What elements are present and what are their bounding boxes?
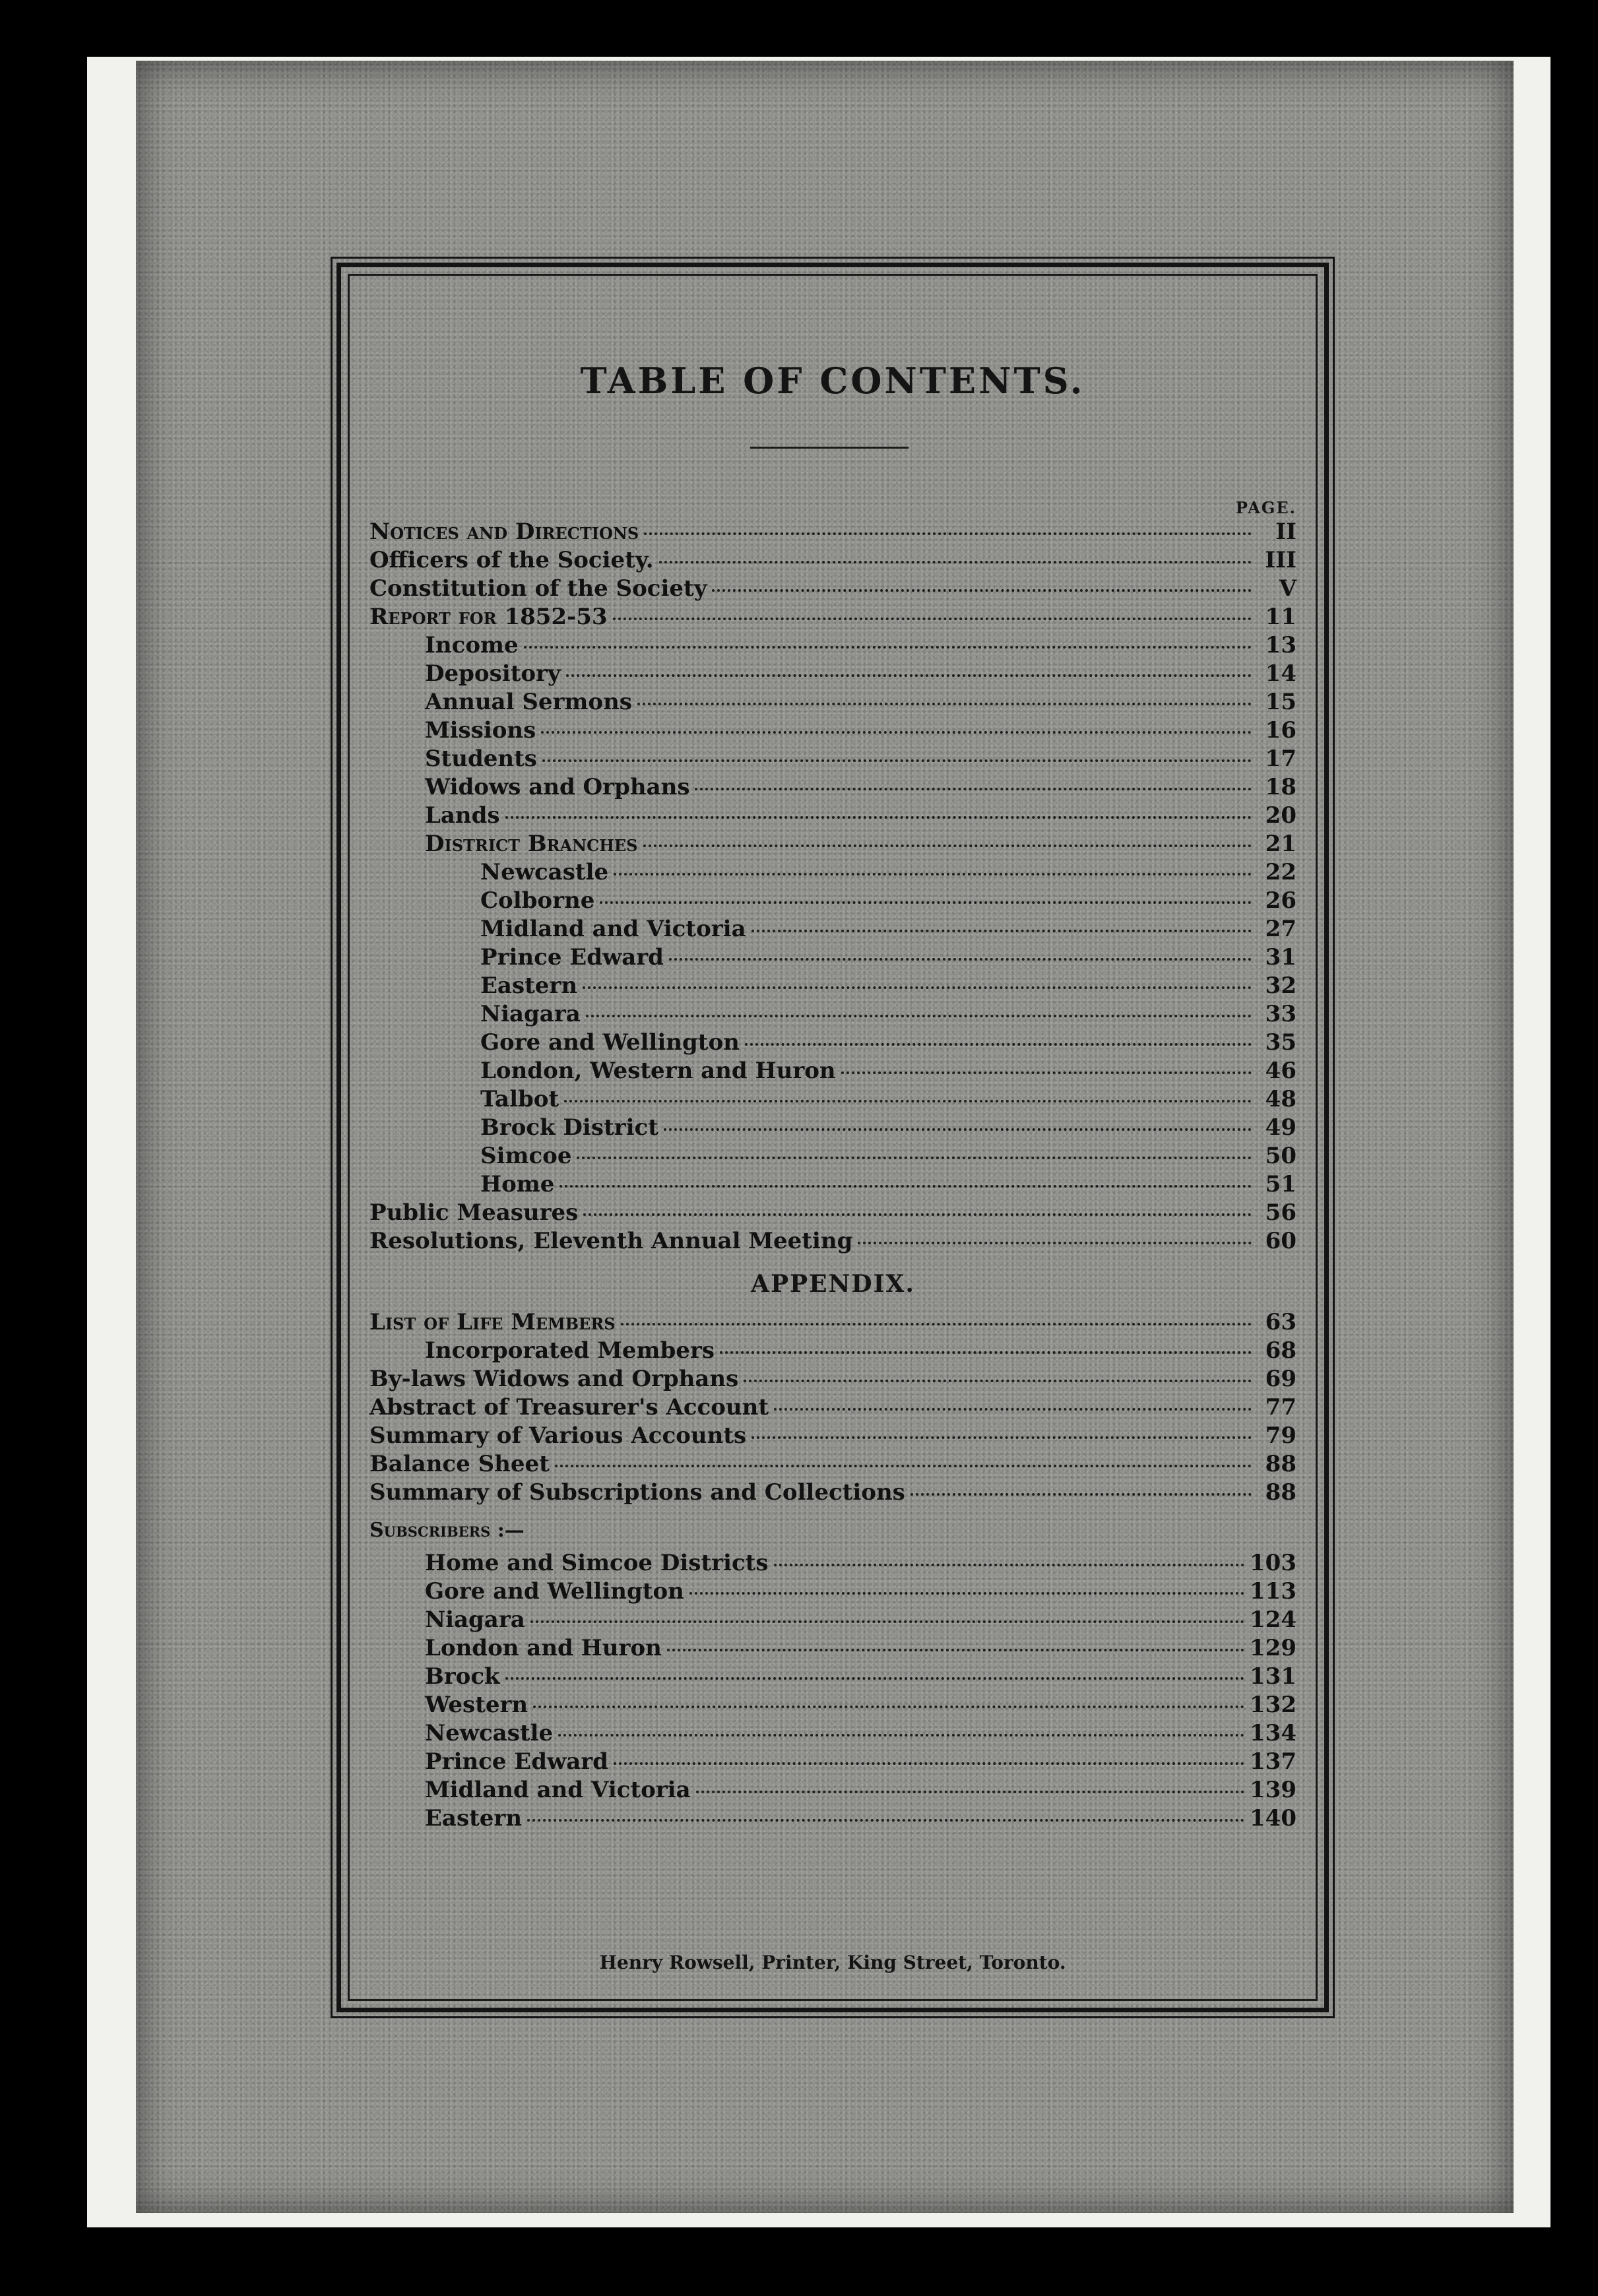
toc-entry-page: 140 [1250,1805,1296,1832]
toc-entry-label: Annual Sermons [425,689,632,715]
toc-entry [369,802,1296,830]
dot-leader [527,1819,1244,1822]
toc-entry-page: 31 [1265,944,1296,971]
toc-entry-label: Report for 1852-53 [369,604,608,630]
toc-entry-label: Balance Sheet [369,1451,550,1477]
toc-entry-page: 21 [1265,831,1296,857]
toc-entry-page: 11 [1265,604,1296,630]
dot-leader [659,561,1252,563]
dot-leader [774,1408,1252,1411]
dot-leader [542,759,1252,762]
dot-leader [696,1791,1244,1793]
toc-entry-label: Brock District [480,1114,658,1141]
toc-entry [369,1422,1296,1450]
toc-entry-label: Constitution of the Society [369,575,707,602]
toc-entry [369,1308,1296,1337]
dot-leader [689,1592,1244,1595]
toc-entry-label: Eastern [425,1805,523,1832]
toc-entry-label: Widows and Orphans [425,774,690,800]
subscribers-list [369,1549,1296,1833]
toc-entry-page: 79 [1265,1422,1296,1449]
ornamental-rule [750,447,909,453]
toc-entry [369,631,1296,660]
dot-leader [577,1157,1252,1159]
printer-imprint: Henry Rowsell, Printer, King Street, Toronto. [599,1952,1066,1973]
toc-entry [369,1029,1296,1057]
toc-entry-page: 60 [1265,1228,1296,1254]
dot-leader [505,816,1252,819]
dot-leader [637,703,1252,705]
toc-entry-label: Brock [425,1663,500,1690]
dot-leader [643,845,1252,847]
toc-entry [369,887,1296,915]
dot-leader [621,1323,1252,1325]
dot-leader [541,731,1252,734]
toc-entry-label: List of Life Members [369,1309,616,1335]
toc-entry-label: Talbot [480,1086,559,1112]
toc-entry-page: 50 [1265,1143,1296,1169]
dot-leader [559,1185,1252,1188]
toc-entry [369,943,1296,972]
toc-entry [369,1578,1296,1606]
toc-entry-page: 103 [1250,1550,1296,1576]
toc-entry [369,1114,1296,1142]
toc-entry-label: Resolutions, Eleventh Annual Meeting [369,1228,853,1254]
toc-entry-page: 26 [1265,887,1296,914]
toc-entry-page: 124 [1250,1607,1296,1633]
dot-leader [566,674,1252,677]
toc-entry-label: Newcastle [480,859,609,885]
toc-entry-label: Home [480,1171,555,1197]
dot-leader [614,873,1252,876]
dot-leader [564,1100,1252,1102]
dot-leader [774,1564,1244,1566]
toc-entry-page: 137 [1250,1748,1296,1775]
toc-entry-label: Depository [425,660,561,687]
toc-entry [369,1634,1296,1663]
toc-entry-page: 18 [1265,774,1296,800]
toc-entry [369,1199,1296,1227]
toc-entry [369,603,1296,631]
dot-leader [858,1242,1252,1244]
toc-entry [369,717,1296,745]
dot-leader [911,1493,1252,1496]
toc-entry-label: Western [425,1692,528,1718]
toc-entry [369,1393,1296,1422]
toc-entry-page: 15 [1265,689,1296,715]
toc-entry [369,546,1296,575]
toc-entry-label: Niagara [480,1001,581,1027]
toc-entry [369,1057,1296,1085]
toc-entry-label: Simcoe [480,1143,572,1169]
toc-entry-label: Summary of Various Accounts [369,1422,747,1449]
toc-entry [369,1000,1296,1029]
toc-entry-page: 88 [1265,1479,1296,1506]
toc-entry-label: By-laws Widows and Orphans [369,1366,739,1392]
dot-leader [751,1436,1252,1439]
dot-leader [664,1128,1252,1131]
dot-leader [600,901,1252,904]
toc-entry [369,518,1296,546]
dot-leader [524,646,1252,649]
toc-entry-page: 48 [1265,1086,1296,1112]
toc-entry-page: 35 [1265,1029,1296,1056]
toc-entry-page: 56 [1265,1199,1296,1226]
dot-leader [613,618,1252,620]
toc-entry-page: 77 [1265,1394,1296,1420]
toc-entry-page: 22 [1265,859,1296,885]
dot-leader [583,986,1252,989]
toc-entry [369,1663,1296,1691]
toc-entry [369,773,1296,802]
toc-entry-label: London and Huron [425,1635,662,1661]
toc-entry-label: Home and Simcoe Districts [425,1550,769,1576]
toc-entry-page: 134 [1250,1720,1296,1746]
toc-entry [369,972,1296,1000]
toc-entry-page: 33 [1265,1001,1296,1027]
toc-entry [369,1719,1296,1748]
dot-leader [533,1706,1244,1708]
toc-entry-label: Newcastle [425,1720,554,1746]
toc-entry [369,1748,1296,1776]
appendix-list [369,1308,1296,1507]
dot-leader [583,1213,1252,1216]
toc-entry-page: 13 [1265,632,1296,658]
toc-entry-page: 51 [1265,1171,1296,1197]
toc-entry-page: 20 [1265,802,1296,829]
toc-entry-label: Midland and Victoria [480,916,746,942]
toc-entry [369,1085,1296,1114]
dot-leader [505,1677,1244,1680]
toc-entry [369,575,1296,603]
page-title: TABLE OF CONTENTS. [580,360,1085,402]
toc-entry [369,1606,1296,1634]
toc-entry-page: 68 [1265,1337,1296,1364]
appendix-heading: APPENDIX. [751,1270,915,1298]
toc-entry-label: Midland and Victoria [425,1777,691,1803]
page-column-label: PAGE. [1235,498,1296,517]
toc-entry-label: Incorporated Members [425,1337,715,1364]
toc-entry-page: 46 [1265,1058,1296,1084]
dot-leader [644,532,1252,535]
toc-entry-label: Officers of the Society. [369,547,654,573]
toc-entry-label: Eastern [480,973,578,999]
toc-entry [369,660,1296,688]
table-of-contents [369,518,1296,1833]
toc-entry [369,1142,1296,1170]
toc-entry-label: Notices and Directions [369,519,639,545]
dot-leader [720,1351,1252,1354]
dot-leader [669,958,1252,961]
dot-leader [695,788,1252,790]
dot-leader [712,589,1252,592]
toc-entry [369,915,1296,943]
toc-entry-label: Summary of Subscriptions and Collections [369,1479,905,1506]
toc-entry [369,1549,1296,1578]
toc-entry-page: 49 [1265,1114,1296,1141]
toc-entry [369,1479,1296,1507]
toc-entry-label: Lands [425,802,500,829]
toc-entry-page: V [1279,575,1296,602]
toc-entry [369,1365,1296,1393]
toc-entry-label: Missions [425,717,536,744]
toc-entry [369,1776,1296,1804]
toc-entry [369,688,1296,717]
toc-entry [369,858,1296,887]
toc-entry [369,830,1296,858]
dot-leader [667,1649,1244,1651]
toc-entry-label: Abstract of Treasurer's Account [369,1394,769,1420]
dot-leader [751,930,1252,932]
dot-leader [558,1734,1244,1737]
toc-entry-page: 27 [1265,916,1296,942]
toc-entry-label: Niagara [425,1607,525,1633]
dot-leader [745,1043,1252,1046]
toc-entry-page: 14 [1265,660,1296,687]
toc-entry-label: London, Western and Huron [480,1058,836,1084]
toc-entry-label: Public Measures [369,1199,579,1226]
dot-leader [586,1015,1252,1017]
toc-entry [369,745,1296,773]
toc-entry [369,1691,1296,1719]
sections-list [369,518,1296,1256]
toc-entry-page: 131 [1250,1663,1296,1690]
toc-entry-page: 17 [1265,746,1296,772]
toc-entry [369,1804,1296,1833]
subscribers-heading: Subscribers :— [369,1519,525,1542]
toc-entry-label: Income [425,632,519,658]
toc-entry-page: 129 [1250,1635,1296,1661]
toc-entry-page: 69 [1265,1366,1296,1392]
dot-leader [555,1465,1252,1467]
toc-entry-label: Students [425,746,537,772]
contents-frame [336,263,1329,2012]
toc-entry-page: 139 [1250,1777,1296,1803]
toc-entry-page: 132 [1250,1692,1296,1718]
toc-entry-label: Prince Edward [480,944,664,971]
toc-entry-page: 113 [1250,1578,1296,1605]
toc-entry-page: 88 [1265,1451,1296,1477]
toc-entry [369,1337,1296,1365]
toc-entry-label: Gore and Wellington [480,1029,740,1056]
toc-entry-label: Colborne [480,887,595,914]
toc-entry [369,1170,1296,1199]
dot-leader [530,1620,1244,1623]
dot-leader [744,1380,1252,1382]
toc-entry-page: 32 [1265,973,1296,999]
toc-entry-page: II [1275,519,1296,545]
dot-leader [841,1071,1252,1074]
toc-entry-page: 63 [1265,1309,1296,1335]
toc-entry-label: Gore and Wellington [425,1578,684,1605]
toc-entry [369,1450,1296,1479]
toc-entry-page: 16 [1265,717,1296,744]
dot-leader [614,1762,1244,1765]
toc-entry [369,1227,1296,1256]
toc-entry-label: District Branches [425,831,638,857]
toc-entry-page: III [1265,547,1296,573]
toc-entry-label: Prince Edward [425,1748,608,1775]
